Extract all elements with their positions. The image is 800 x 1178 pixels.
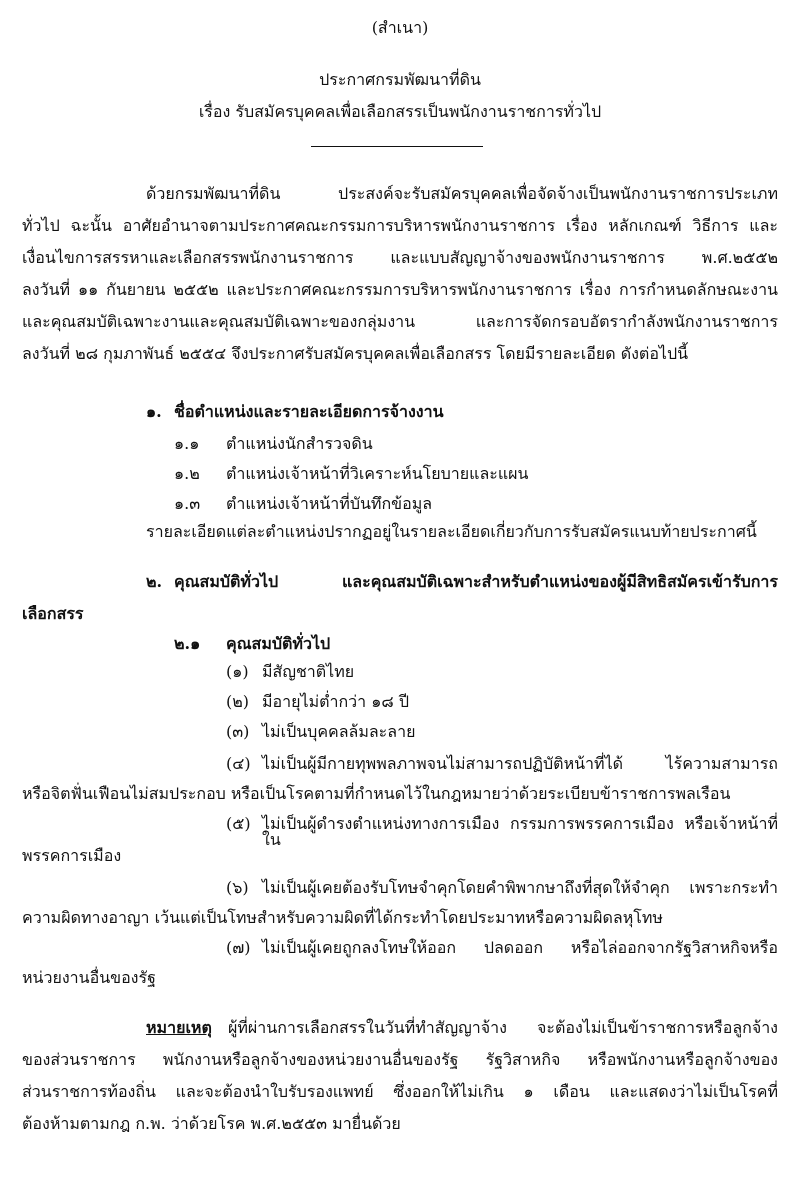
- section1-item-2-label: ตำแหน่งเจ้าหน้าที่วิเคราะห์นโยบายและแผน: [226, 464, 529, 483]
- qual-item-5-cont: พรรคการเมือง: [22, 846, 122, 865]
- remark-label: หมายเหตุ: [146, 1018, 212, 1037]
- section1-item-2-number: ๑.๒: [174, 464, 200, 483]
- qual-item-6-text: ไม่เป็นผู้เคยต้องรับโทษจำคุกโดยคำพิพากษาถึงที่สุดให้จำคุก เพราะกระทำ: [262, 878, 778, 897]
- qual-item-4-text: ไม่เป็นผู้มีกายทุพพลภาพจนไม่สามารถปฏิบัติหน้าที่ได้ ไร้ความสามารถ: [262, 754, 778, 773]
- intro-line-4: ลงวันที่ ๑๑ กันยายน ๒๕๕๒ และประกาศคณะกรรมการบริหารพนักงานราชการ เรื่อง การกำหนดลักษณะงาน: [22, 280, 778, 299]
- remark-line-2: ของส่วนราชการ พนักงานหรือลูกจ้างของหน่วยงานอื่นของรัฐ รัฐวิสาหกิจ หรือพนักงานหรือลูกจ้างของ: [22, 1050, 778, 1069]
- intro-line-5: และคุณสมบัติเฉพาะงานและคุณสมบัติเฉพาะของกลุ่มงาน และการจัดกรอบอัตรากำลังพนักงานราชการ: [22, 312, 778, 331]
- qual-item-7-cont: หน่วยงานอื่นของรัฐ: [22, 968, 156, 987]
- qual-item-1-text: มีสัญชาติไทย: [262, 662, 355, 681]
- section2-title-line-2: เลือกสรร: [22, 604, 84, 623]
- qual-item-2-number: (๒): [226, 692, 250, 711]
- intro-line-1: ด้วยกรมพัฒนาที่ดิน ประสงค์จะรับสมัครบุคคลเพื่อจัดจ้างเป็นพนักงานราชการประเภท: [146, 184, 778, 203]
- copy-mark: (สำเนา): [371, 18, 429, 37]
- section2-number: ๒.: [146, 572, 163, 591]
- section1-item-1-label: ตำแหน่งนักสำรวจดิน: [226, 434, 373, 453]
- intro-line-2: ทั่วไป ฉะนั้น อาศัยอำนาจตามประกาศคณะกรรมการบริหารพนักงานราชการ เรื่อง หลักเกณฑ์ วิธีการ และ: [22, 216, 778, 235]
- section1-item-3-number: ๑.๓: [174, 494, 201, 513]
- section1-item-3-label: ตำแหน่งเจ้าหน้าที่บันทึกข้อมูล: [226, 494, 433, 513]
- remark-line-1: ผู้ที่ผ่านการเลือกสรรในวันที่ทำสัญญาจ้าง จะต้องไม่เป็นข้าราชการหรือลูกจ้าง: [228, 1018, 778, 1037]
- qual-item-7-number: (๗): [226, 938, 251, 957]
- qual-item-2-text: มีอายุไม่ต่ำกว่า ๑๘ ปี: [262, 692, 409, 711]
- qual-item-6-number: (๖): [226, 878, 249, 897]
- qual-item-3-number: (๓): [226, 722, 250, 741]
- section1-title: ชื่อตำแหน่งและรายละเอียดการจ้างงาน: [174, 402, 444, 421]
- qual-item-5-text: ไม่เป็นผู้ดำรงตำแหน่งทางการเมือง กรรมการพรรคการเมือง หรือเจ้าหน้าที่ใน: [262, 814, 778, 849]
- qual-item-4-number: (๔): [226, 754, 251, 773]
- qual-item-3-text: ไม่เป็นบุคคลล้มละลาย: [262, 722, 416, 741]
- subject-line: เรื่อง รับสมัครบุคคลเพื่อเลือกสรรเป็นพนักงานราชการทั่วไป: [198, 102, 602, 121]
- qual-item-4-cont: หรือจิตฟั่นเฟือนไม่สมประกอบ หรือเป็นโรคตามที่กำหนดไว้ในกฎหมายว่าด้วยระเบียบข้าราชการพลเรือน: [22, 784, 731, 803]
- intro-line-3: เงื่อนไขการสรรหาและเลือกสรรพนักงานราชการ และแบบสัญญาจ้างของพนักงานราชการ พ.ศ.๒๕๕๒: [22, 248, 778, 267]
- section1-note: รายละเอียดแต่ละตำแหน่งปรากฏอยู่ในรายละเอียดเกี่ยวกับการรับสมัครแนบท้ายประกาศนี้: [146, 522, 757, 541]
- remark-line-3: ส่วนราชการท้องถิ่น และจะต้องนำใบรับรองแพทย์ ซึ่งออกให้ไม่เกิน ๑ เดือน และแสดงว่าไม่เป็นโรคที่: [22, 1082, 778, 1101]
- qual-item-5-number: (๕): [226, 814, 251, 833]
- section2-title-line-1: คุณสมบัติทั่วไป และคุณสมบัติเฉพาะสำหรับตำแหน่งของผู้มีสิทธิสมัครเข้ารับการ: [174, 572, 778, 591]
- header-divider: [311, 146, 483, 147]
- issuer-title: ประกาศกรมพัฒนาที่ดิน: [319, 70, 481, 89]
- section1-number: ๑.: [146, 402, 162, 421]
- qual-item-6-cont: ความผิดทางอาญา เว้นแต่เป็นโทษสำหรับความผิดที่ได้กระทำโดยประมาทหรือความผิดลหุโทษ: [22, 908, 663, 927]
- section2-sub-title: คุณสมบัติทั่วไป: [226, 634, 331, 653]
- section2-sub-number: ๒.๑: [174, 634, 201, 653]
- intro-line-6: ลงวันที่ ๒๘ กุมภาพันธ์ ๒๕๕๔ จึงประกาศรับสมัครบุคคลเพื่อเลือกสรร โดยมีรายละเอียด ดังต่อไปนี้: [22, 344, 689, 363]
- section1-item-1-number: ๑.๑: [174, 434, 200, 453]
- remark-line-4: ต้องห้ามตามกฎ ก.พ. ว่าด้วยโรค พ.ศ.๒๕๕๓ มายื่นด้วย: [22, 1114, 401, 1133]
- qual-item-7-text: ไม่เป็นผู้เคยถูกลงโทษให้ออก ปลดออก หรือไล่ออกจากรัฐวิสาหกิจหรือ: [262, 938, 778, 957]
- qual-item-1-number: (๑): [226, 662, 249, 681]
